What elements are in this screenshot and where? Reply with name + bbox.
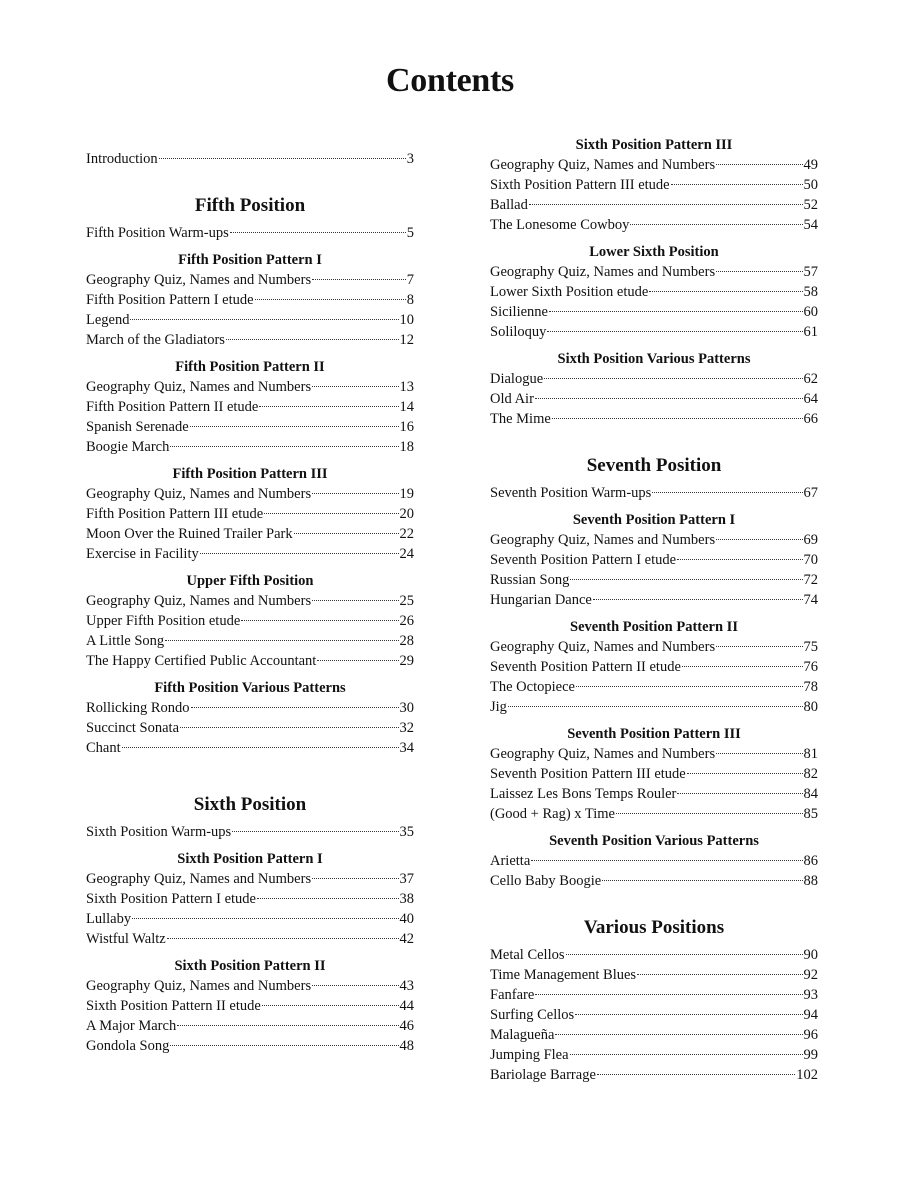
toc-entry-title: Lower Sixth Position etude: [490, 284, 649, 300]
toc-entry-title: Seventh Position Pattern I etude: [490, 552, 677, 568]
toc-entry-page-number: 70: [803, 552, 818, 568]
toc-entry-page-number: 13: [399, 379, 414, 395]
toc-entry-seventh-position-pattern-ii-etude[interactable]: [490, 657, 818, 677]
toc-entry-page-number: 49: [803, 157, 818, 173]
toc-entry-good-rag-x-time[interactable]: [490, 804, 818, 824]
dot-leader: [190, 426, 399, 427]
toc-entry-page-number: 43: [399, 978, 414, 994]
dot-leader: [716, 271, 802, 272]
toc-column-left: [86, 149, 414, 1056]
toc-entry-page-number: 52: [803, 197, 818, 213]
toc-entry-page-number: 84: [803, 786, 818, 802]
toc-entry-seventh-position-pattern-iii-etude[interactable]: [490, 764, 818, 784]
toc-entry-title: Sixth Position Pattern III etude: [490, 177, 670, 193]
toc-entry-title: Moon Over the Ruined Trailer Park: [86, 526, 293, 542]
toc-entry-page-number: 34: [399, 740, 414, 756]
toc-entry-title: Fanfare: [490, 987, 535, 1003]
toc-entry-the-happy-certified-public-accountant[interactable]: [86, 651, 414, 671]
toc-entry-page-number: 5: [406, 225, 414, 241]
dot-leader: [593, 599, 803, 600]
toc-entry-lullaby[interactable]: [86, 909, 414, 929]
toc-entry-chant[interactable]: [86, 738, 414, 758]
toc-entry-title: Seventh Position Pattern III etude: [490, 766, 686, 782]
toc-entry-page-number: 28: [399, 633, 414, 649]
sub-heading-sixth-position-various-patterns: Sixth Position Various Patterns: [557, 351, 751, 367]
toc-entry-page-number: 64: [803, 391, 818, 407]
toc-entry-page-number: 86: [803, 853, 818, 869]
toc-entry-page-number: 99: [803, 1047, 818, 1063]
dot-leader: [570, 579, 802, 580]
dot-leader: [549, 311, 803, 312]
toc-entry-page-number: 44: [399, 998, 414, 1014]
toc-entry-page-number: 82: [803, 766, 818, 782]
dot-leader: [616, 813, 803, 814]
toc-entry-geography-quiz-names-and-numbers[interactable]: [86, 976, 414, 996]
toc-entry-page-number: 54: [803, 217, 818, 233]
toc-entry-page-number: 88: [803, 873, 818, 889]
toc-entry-page-number: 66: [803, 411, 818, 427]
toc-entry-fifth-position-pattern-iii-etude[interactable]: [86, 504, 414, 524]
section-heading-fifth-position: Fifth Position: [194, 195, 306, 216]
toc-entry-spanish-serenade[interactable]: [86, 417, 414, 437]
dot-leader: [508, 706, 803, 707]
toc-entry-metal-cellos[interactable]: [490, 945, 818, 965]
toc-entry-time-management-blues[interactable]: [490, 965, 818, 985]
toc-entry-title: Spanish Serenade: [86, 419, 189, 435]
toc-entry-the-mime[interactable]: [490, 409, 818, 429]
sub-heading-seventh-position-pattern-iii: Seventh Position Pattern III: [567, 726, 741, 742]
toc-entry-jumping-flea[interactable]: [490, 1045, 818, 1065]
dot-leader: [544, 378, 802, 379]
dot-leader: [132, 918, 398, 919]
toc-entry-title: Sixth Position Pattern II etude: [86, 998, 261, 1014]
toc-entry-page-number: 8: [406, 292, 414, 308]
toc-entry-legend[interactable]: [86, 310, 414, 330]
toc-entry-page-number: 30: [399, 700, 414, 716]
toc-entry-title: Laissez Les Bons Temps Rouler: [490, 786, 677, 802]
toc-entry-title: Arietta: [490, 853, 531, 869]
dot-leader: [312, 386, 398, 387]
dot-leader: [671, 184, 803, 185]
toc-entry-title: Fifth Position Pattern II etude: [86, 399, 259, 415]
toc-entry-page-number: 80: [803, 699, 818, 715]
toc-entry-page-number: 69: [803, 532, 818, 548]
toc-entry-page-number: 94: [803, 1007, 818, 1023]
dot-leader: [294, 533, 399, 534]
toc-entry-geography-quiz-names-and-numbers[interactable]: [86, 270, 414, 290]
toc-entry-page-number: 7: [406, 272, 414, 288]
toc-entry-title: Fifth Position Pattern I etude: [86, 292, 254, 308]
toc-entry-sixth-position-pattern-ii-etude[interactable]: [86, 996, 414, 1016]
page-title: Contents: [386, 62, 514, 99]
toc-entry-introduction[interactable]: [86, 149, 414, 169]
toc-entry-title: Sixth Position Warm-ups: [86, 824, 232, 840]
section-heading-sixth-position: Sixth Position: [193, 794, 307, 815]
dot-leader: [180, 727, 398, 728]
toc-entry-title: Geography Quiz, Names and Numbers: [86, 978, 312, 994]
dot-leader: [262, 1005, 399, 1006]
toc-entry-dialogue[interactable]: [490, 369, 818, 389]
toc-entry-title: Geography Quiz, Names and Numbers: [86, 486, 312, 502]
toc-entry-title: Old Air: [490, 391, 534, 407]
toc-entry-page-number: 92: [803, 967, 818, 983]
toc-entry-a-major-march[interactable]: [86, 1016, 414, 1036]
toc-entry-page-number: 19: [399, 486, 414, 502]
dot-leader: [535, 398, 803, 399]
toc-entry-title: Chant: [86, 740, 121, 756]
toc-entry-page-number: 37: [399, 871, 414, 887]
toc-entry-page-number: 78: [803, 679, 818, 695]
dot-leader: [122, 747, 399, 748]
toc-entry-title: Russian Song: [490, 572, 570, 588]
toc-entry-surfing-cellos[interactable]: [490, 1005, 818, 1025]
toc-entry-sixth-position-pattern-i-etude[interactable]: [86, 889, 414, 909]
toc-entry-title: Fifth Position Pattern III etude: [86, 506, 264, 522]
dot-leader: [716, 164, 802, 165]
toc-entry-title: Exercise in Facility: [86, 546, 199, 562]
toc-entry-lower-sixth-position-etude[interactable]: [490, 282, 818, 302]
dot-leader: [576, 686, 803, 687]
toc-entry-title: Geography Quiz, Names and Numbers: [86, 272, 312, 288]
dot-leader: [602, 880, 802, 881]
toc-entry-page-number: 16: [399, 419, 414, 435]
toc-entry-title: Succinct Sonata: [86, 720, 180, 736]
toc-entry-page-number: 14: [399, 399, 414, 415]
toc-entry-geography-quiz-names-and-numbers[interactable]: [86, 591, 414, 611]
toc-entry-page-number: 50: [803, 177, 818, 193]
dot-leader: [575, 1014, 802, 1015]
toc-entry-page-number: 81: [803, 746, 818, 762]
toc-entry-title: Geography Quiz, Names and Numbers: [490, 532, 716, 548]
toc-entry-fanfare[interactable]: [490, 985, 818, 1005]
toc-entry-title: Boogie March: [86, 439, 170, 455]
toc-entry-title: Geography Quiz, Names and Numbers: [490, 264, 716, 280]
dot-leader: [652, 492, 802, 493]
toc-entry-laissez-les-bons-temps-rouler[interactable]: [490, 784, 818, 804]
dot-leader: [170, 446, 398, 447]
toc-entry-title: Dialogue: [490, 371, 544, 387]
toc-entry-soliloquy[interactable]: [490, 322, 818, 342]
dot-leader: [159, 158, 406, 159]
toc-entry-title: Geography Quiz, Names and Numbers: [86, 593, 312, 609]
toc-entry-geography-quiz-names-and-numbers[interactable]: [86, 869, 414, 889]
dot-leader: [649, 291, 802, 292]
sub-heading-seventh-position-various-patterns: Seventh Position Various Patterns: [549, 833, 759, 849]
toc-entry-title: Metal Cellos: [490, 947, 565, 963]
dot-leader: [531, 860, 802, 861]
toc-entry-title: Legend: [86, 312, 130, 328]
dot-leader: [312, 279, 406, 280]
toc-entry-page-number: 26: [399, 613, 414, 629]
toc-entry-page-number: 72: [803, 572, 818, 588]
toc-entry-page-number: 102: [796, 1067, 818, 1083]
toc-entry-title: Geography Quiz, Names and Numbers: [86, 379, 312, 395]
toc-entry-page-number: 96: [803, 1027, 818, 1043]
toc-entry-title: March of the Gladiators: [86, 332, 225, 348]
toc-entry-title: Soliloquy: [490, 324, 547, 340]
toc-entry-page-number: 25: [399, 593, 414, 609]
dot-leader: [170, 1045, 398, 1046]
dot-leader: [312, 600, 398, 601]
dot-leader: [716, 753, 802, 754]
toc-entry-title: The Happy Certified Public Accountant: [86, 653, 317, 669]
dot-leader: [317, 660, 398, 661]
toc-entry-page-number: 10: [399, 312, 414, 328]
dot-leader: [312, 493, 398, 494]
toc-entry-title: Bariolage Barrage: [490, 1067, 596, 1083]
toc-entry-geography-quiz-names-and-numbers[interactable]: [490, 262, 818, 282]
toc-entry-geography-quiz-names-and-numbers[interactable]: [490, 530, 818, 550]
toc-entry-title: Gondola Song: [86, 1038, 170, 1054]
toc-entry-page-number: 90: [803, 947, 818, 963]
dot-leader: [264, 513, 398, 514]
dot-leader: [226, 339, 399, 340]
toc-entry-arietta[interactable]: [490, 851, 818, 871]
toc-entry-page-number: 75: [803, 639, 818, 655]
toc-column-right: [490, 136, 818, 1085]
toc-entry-geography-quiz-names-and-numbers[interactable]: [490, 637, 818, 657]
toc-entry-page-number: 46: [399, 1018, 414, 1034]
dot-leader: [312, 985, 398, 986]
toc-entry-title: Rollicking Rondo: [86, 700, 190, 716]
toc-entry-page-number: 35: [399, 824, 414, 840]
toc-entry-the-octopiece[interactable]: [490, 677, 818, 697]
toc-entry-title: Jumping Flea: [490, 1047, 569, 1063]
toc-entry-page-number: 32: [399, 720, 414, 736]
toc-entry-title: Fifth Position Warm-ups: [86, 225, 229, 241]
toc-entry-page-number: 62: [803, 371, 818, 387]
toc-entry-title: Wistful Waltz: [86, 931, 166, 947]
toc-entry-page-number: 18: [399, 439, 414, 455]
toc-entry-page-number: 76: [803, 659, 818, 675]
toc-entry-title: Lullaby: [86, 911, 132, 927]
dot-leader: [552, 418, 803, 419]
toc-entry-page-number: 93: [803, 987, 818, 1003]
toc-entry-succinct-sonata[interactable]: [86, 718, 414, 738]
toc-entry-title: Introduction: [86, 151, 158, 167]
toc-entry-title: Surfing Cellos: [490, 1007, 575, 1023]
sub-heading-fifth-position-pattern-ii: Fifth Position Pattern II: [175, 359, 325, 375]
toc-entry-title: A Major March: [86, 1018, 177, 1034]
toc-entry-page-number: 29: [399, 653, 414, 669]
sub-heading-seventh-position-pattern-ii: Seventh Position Pattern II: [570, 619, 738, 635]
toc-entry-seventh-position-warm-ups[interactable]: [490, 483, 818, 503]
toc-entry-title: The Lonesome Cowboy: [490, 217, 630, 233]
dot-leader: [535, 994, 802, 995]
dot-leader: [167, 938, 399, 939]
toc-entry-a-little-song[interactable]: [86, 631, 414, 651]
toc-entry-bariolage-barrage[interactable]: [490, 1065, 818, 1085]
toc-entry-title: The Mime: [490, 411, 551, 427]
dot-leader: [257, 898, 399, 899]
dot-leader: [637, 974, 802, 975]
toc-entry-page-number: 24: [399, 546, 414, 562]
dot-leader: [687, 773, 803, 774]
toc-entry-page-number: 67: [803, 485, 818, 501]
toc-entry-page-number: 42: [399, 931, 414, 947]
dot-leader: [177, 1025, 398, 1026]
toc-entry-title: Sicilienne: [490, 304, 548, 320]
sub-heading-fifth-position-pattern-i: Fifth Position Pattern I: [178, 252, 322, 268]
dot-leader: [241, 620, 398, 621]
toc-entry-geography-quiz-names-and-numbers[interactable]: [86, 484, 414, 504]
dot-leader: [630, 224, 802, 225]
toc-entry-russian-song[interactable]: [490, 570, 818, 590]
dot-leader: [597, 1074, 795, 1075]
toc-entry-page-number: 61: [803, 324, 818, 340]
toc-entry-page-number: 20: [399, 506, 414, 522]
toc-entry-page-number: 22: [399, 526, 414, 542]
dot-leader: [230, 232, 406, 233]
toc-entry-title: Time Management Blues: [490, 967, 637, 983]
toc-entry-gondola-song[interactable]: [86, 1036, 414, 1056]
toc-entry-title: Upper Fifth Position etude: [86, 613, 241, 629]
toc-entry-title: (Good + Rag) x Time: [490, 806, 615, 822]
toc-entry-hungarian-dance[interactable]: [490, 590, 818, 610]
dot-leader: [547, 331, 802, 332]
toc-entry-old-air[interactable]: [490, 389, 818, 409]
toc-entry-boogie-march[interactable]: [86, 437, 414, 457]
toc-entry-title: Geography Quiz, Names and Numbers: [86, 871, 312, 887]
toc-entry-sicilienne[interactable]: [490, 302, 818, 322]
sub-heading-upper-fifth-position: Upper Fifth Position: [186, 573, 314, 589]
toc-entry-title: Geography Quiz, Names and Numbers: [490, 639, 716, 655]
toc-entry-title: Sixth Position Pattern I etude: [86, 891, 256, 907]
toc-entry-seventh-position-pattern-i-etude[interactable]: [490, 550, 818, 570]
dot-leader: [566, 954, 803, 955]
toc-entry-geography-quiz-names-and-numbers[interactable]: [86, 377, 414, 397]
dot-leader: [677, 559, 802, 560]
sub-heading-lower-sixth-position: Lower Sixth Position: [589, 244, 719, 260]
toc-entry-rollicking-rondo[interactable]: [86, 698, 414, 718]
toc-entry-title: Geography Quiz, Names and Numbers: [490, 746, 716, 762]
dot-leader: [191, 707, 399, 708]
dot-leader: [570, 1054, 803, 1055]
toc-entry-moon-over-the-ruined-trailer-park[interactable]: [86, 524, 414, 544]
toc-entry-wistful-waltz[interactable]: [86, 929, 414, 949]
dot-leader: [716, 646, 802, 647]
toc-entry-geography-quiz-names-and-numbers[interactable]: [490, 155, 818, 175]
toc-entry-ballad[interactable]: [490, 195, 818, 215]
toc-entry-title: Malagueña: [490, 1027, 555, 1043]
toc-entry-the-lonesome-cowboy[interactable]: [490, 215, 818, 235]
toc-entry-title: The Octopiece: [490, 679, 575, 695]
toc-entry-title: A Little Song: [86, 633, 165, 649]
toc-entry-geography-quiz-names-and-numbers[interactable]: [490, 744, 818, 764]
toc-entry-page-number: 38: [399, 891, 414, 907]
toc-entry-page-number: 85: [803, 806, 818, 822]
dot-leader: [682, 666, 803, 667]
toc-entry-page-number: 3: [406, 151, 414, 167]
toc-entry-upper-fifth-position-etude[interactable]: [86, 611, 414, 631]
toc-entry-sixth-position-warm-ups[interactable]: [86, 822, 414, 842]
toc-entry-page-number: 57: [803, 264, 818, 280]
dot-leader: [130, 319, 398, 320]
toc-entry-page-number: 74: [803, 592, 818, 608]
toc-entry-title: Seventh Position Pattern II etude: [490, 659, 681, 675]
toc-entry-title: Cello Baby Boogie: [490, 873, 602, 889]
dot-leader: [312, 878, 398, 879]
dot-leader: [232, 831, 398, 832]
sub-heading-fifth-position-pattern-iii: Fifth Position Pattern III: [172, 466, 328, 482]
sub-heading-sixth-position-pattern-ii: Sixth Position Pattern II: [174, 958, 326, 974]
toc-entry-malaguena[interactable]: [490, 1025, 818, 1045]
toc-entry-page-number: 58: [803, 284, 818, 300]
dot-leader: [716, 539, 802, 540]
toc-entry-title: Seventh Position Warm-ups: [490, 485, 652, 501]
toc-entry-title: Ballad: [490, 197, 528, 213]
toc-entry-sixth-position-pattern-iii-etude[interactable]: [490, 175, 818, 195]
section-heading-seventh-position: Seventh Position: [586, 455, 722, 476]
dot-leader: [255, 299, 406, 300]
toc-entry-march-of-the-gladiators[interactable]: [86, 330, 414, 350]
toc-entry-page-number: 12: [399, 332, 414, 348]
toc-entry-title: Geography Quiz, Names and Numbers: [490, 157, 716, 173]
toc-entry-fifth-position-pattern-i-etude[interactable]: [86, 290, 414, 310]
dot-leader: [165, 640, 398, 641]
dot-leader: [555, 1034, 802, 1035]
toc-entry-page-number: 48: [399, 1038, 414, 1054]
dot-leader: [200, 553, 399, 554]
toc-entry-page-number: 40: [399, 911, 414, 927]
dot-leader: [529, 204, 803, 205]
toc-entry-jig[interactable]: [490, 697, 818, 717]
sub-heading-sixth-position-pattern-iii: Sixth Position Pattern III: [575, 137, 733, 153]
dot-leader: [259, 406, 398, 407]
toc-entry-page-number: 60: [803, 304, 818, 320]
toc-entry-cello-baby-boogie[interactable]: [490, 871, 818, 891]
toc-entry-exercise-in-facility[interactable]: [86, 544, 414, 564]
sub-heading-seventh-position-pattern-i: Seventh Position Pattern I: [572, 512, 736, 528]
toc-entry-title: Jig: [490, 699, 507, 715]
toc-entry-title: Hungarian Dance: [490, 592, 592, 608]
sub-heading-fifth-position-various-patterns: Fifth Position Various Patterns: [154, 680, 346, 696]
section-heading-various-positions: Various Positions: [583, 917, 725, 938]
sub-heading-sixth-position-pattern-i: Sixth Position Pattern I: [177, 851, 323, 867]
dot-leader: [677, 793, 802, 794]
toc-entry-fifth-position-warm-ups[interactable]: [86, 223, 414, 243]
toc-entry-fifth-position-pattern-ii-etude[interactable]: [86, 397, 414, 417]
